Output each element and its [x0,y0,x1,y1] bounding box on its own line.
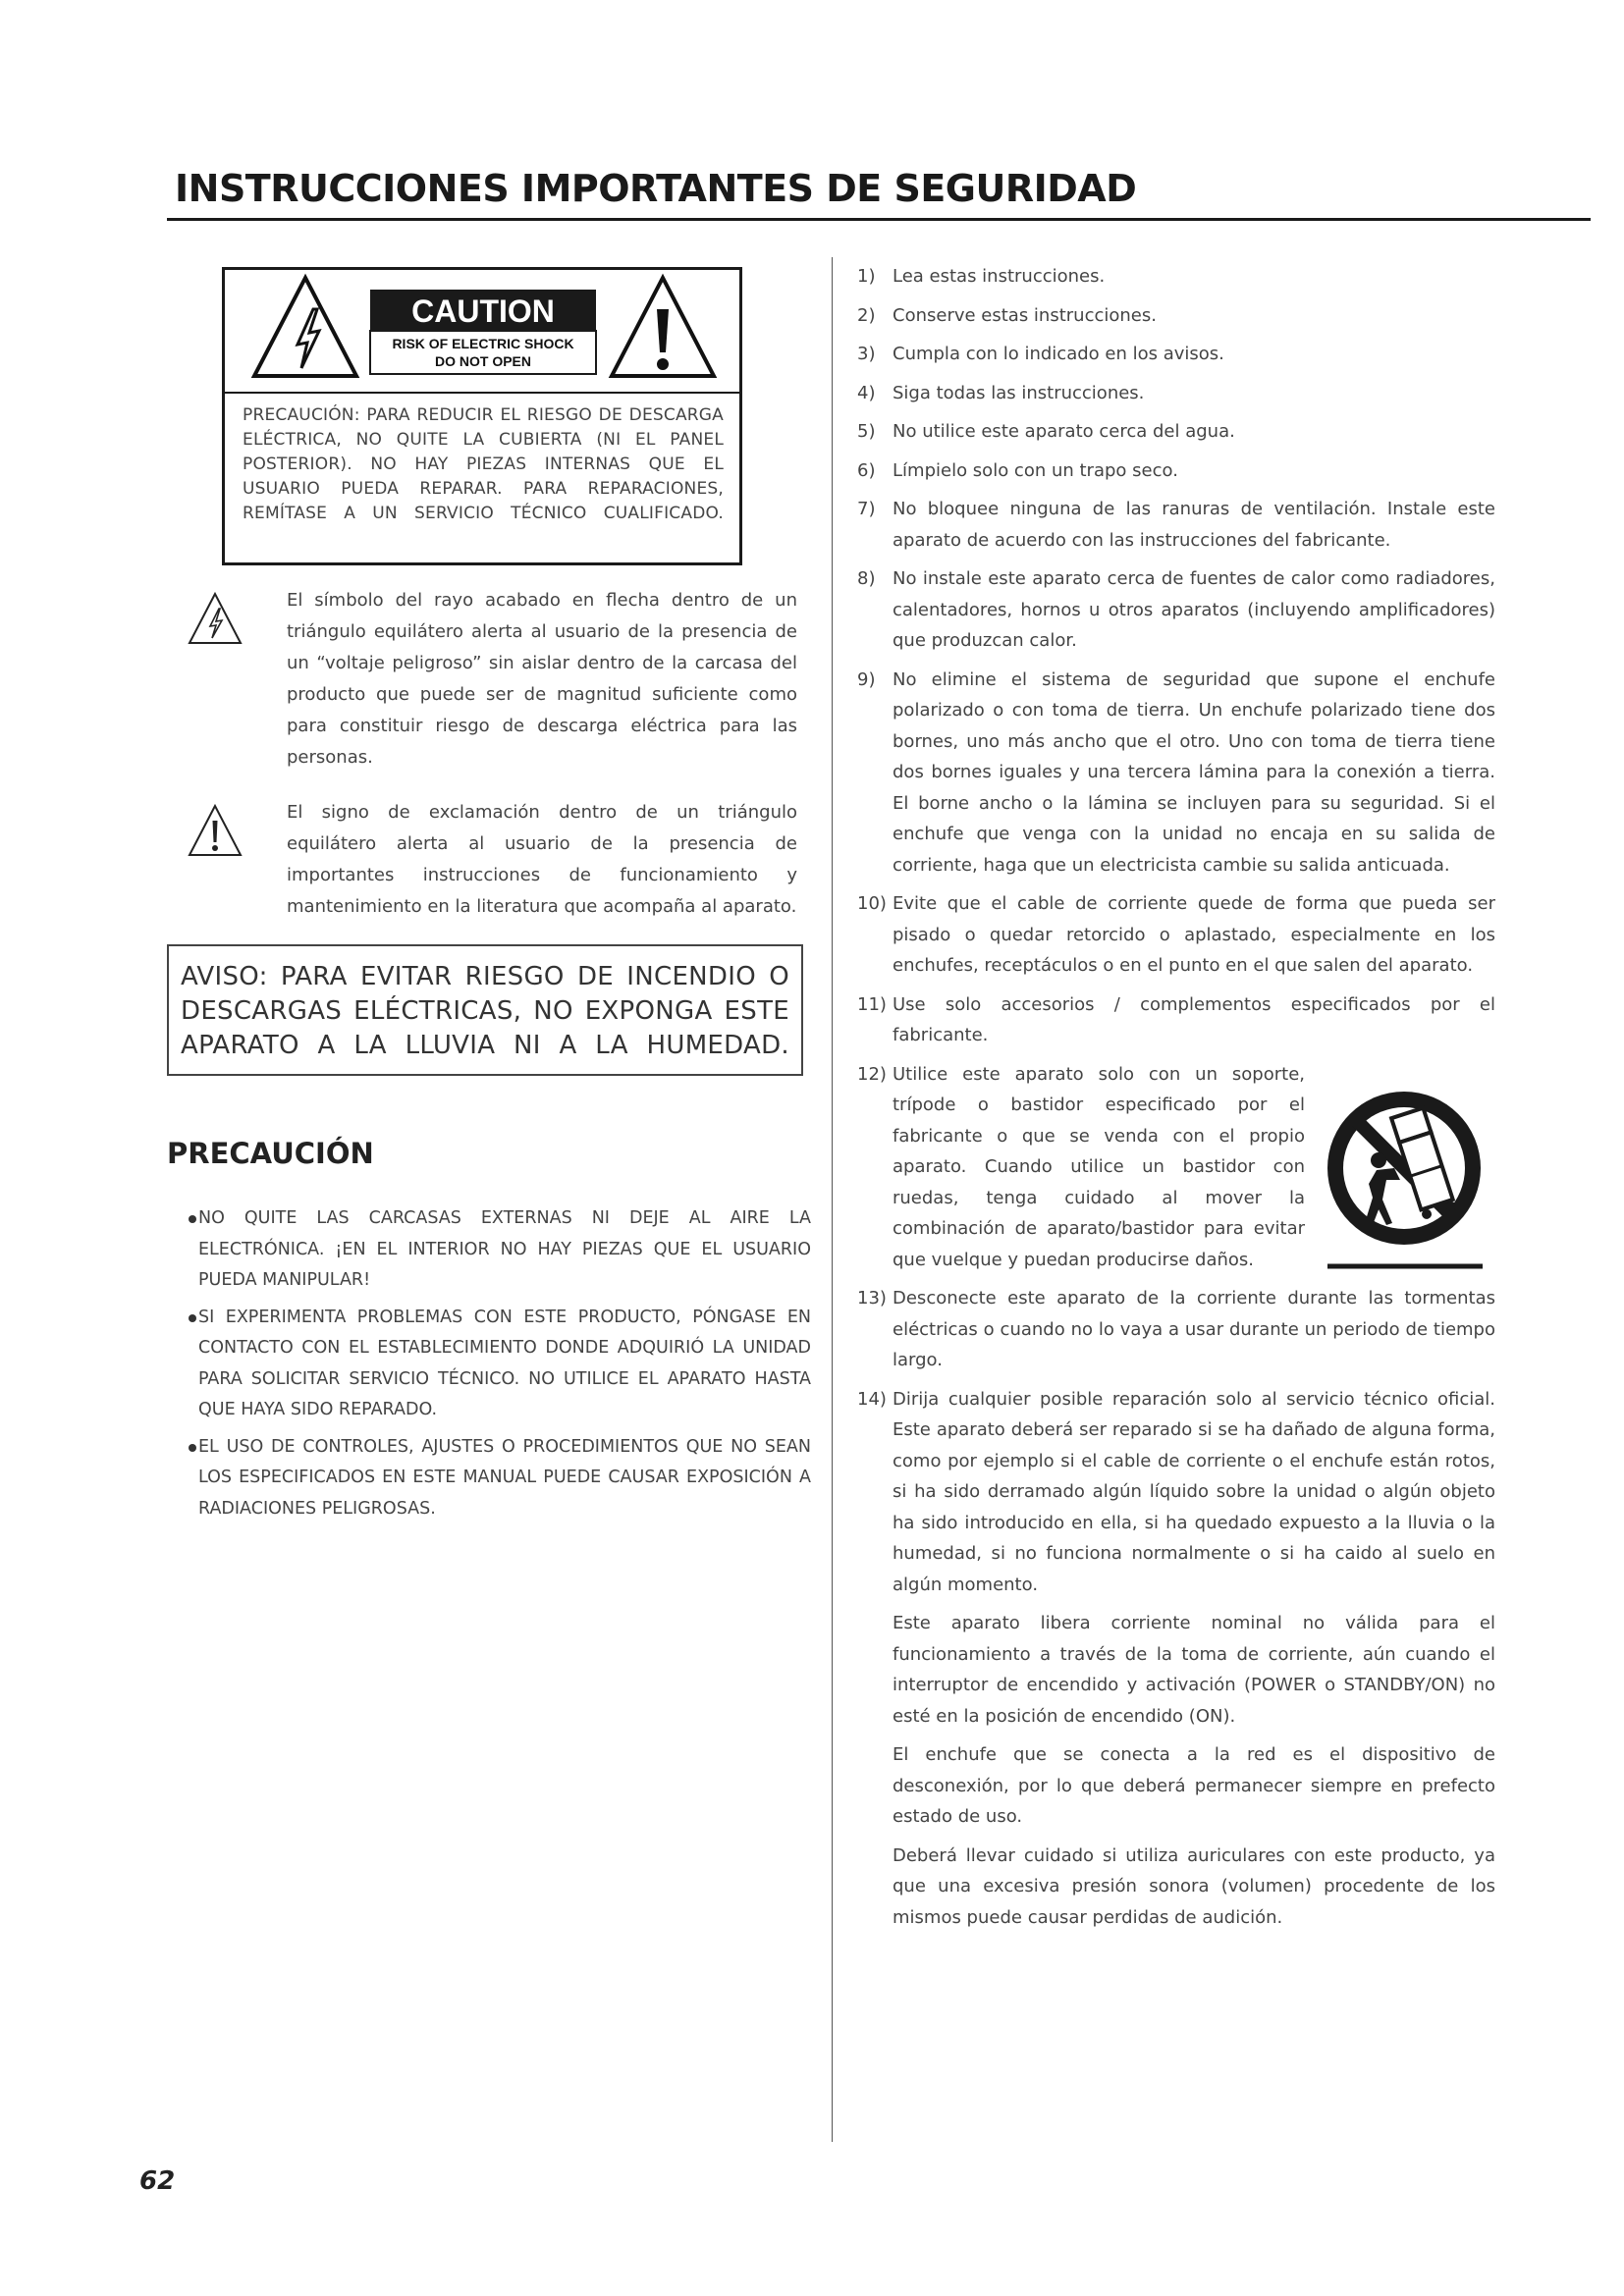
list-item: 3) Cumpla con lo indicado en los avisos. [857,344,1224,364]
caution-label: CAUTION [411,294,555,329]
caution-graphic [225,270,739,388]
lightning-triangle-icon [187,591,244,646]
caution-text: PRECAUCIÓN: PARA REDUCIR EL RIESGO DE DESCARGA ELÉCTRICA, NO QUITE LA CUBIERTA (NI EL PANEL POSTERIOR). NO HAY PIEZAS INTERNAS QUE EL USUARIO PUEDA REPARAR. PARA REPARACIONES, REMÍTASE A UN SERVICIO TÉCNICO CUALIFICADO. [243,405,724,523]
list-item: Este aparato libera corriente nominal no válida para el funcionamiento a través de la toma de corriente, aún cuando el interruptor de encendido y activación (POWER o STANDBY/ON) no esté en la posición de encendido (ON). [893,1613,1495,1727]
exclamation-explanation [187,797,805,934]
list-item: 2) Conserve estas instrucciones. [857,304,1157,326]
exclamation-text: El signo de exclamación dentro de un triángulo equilátero alerta al usuario de la presencia de importantes instrucciones de funcionamiento y mantenimiento en la literatura que acompaña al aparato. [287,802,797,917]
list-item: El enchufe que se conecta a la red es el dispositivo de desconexión, por lo que deberá permanecer siempre en prefecto estado de uso. [893,1744,1495,1827]
caution-box [222,267,742,565]
precaucion-list [189,1203,811,1530]
list-item: 7) No bloquee ninguna de las ranuras de ventilación. Instale este aparato de acuerdo con las instrucciones del fabricante. [857,499,1495,551]
cart-tipover-warning-icon [1318,1078,1490,1272]
lightning-warning-icon [254,278,356,376]
bullet-icon [189,1314,196,1322]
list-item: 12) Utilice este aparato solo con un soporte, trípode o bastidor especificado por el fabricante o que se venda con el propio aparato. Cuando utilice un bastidor con ruedas, tenga cuidado al mover la combinación de aparato/bastidor para evitar que vuelque y puedan producirse daños. [857,1063,1305,1270]
bullet-icon [189,1215,196,1223]
list-item: 14) Dirija cualquier posible reparación solo al servicio técnico oficial. Este aparato deberá ser reparado si se ha dañado de alguna forma, como por ejemplo si el cable de corriente o el enchufe están rotos, si ha sido derramado algún líquido sobre la unidad o algún objeto ha sido introducido en ella, si ha quedado expuesto a la lluvia o la humedad, si no funciona normalmente o si ha caido al suelo en algún momento. [857,1388,1495,1595]
title-underline [167,218,1591,221]
list-item: Deberá llevar cuidado si utiliza auriculares con este producto, ya que una excesiva presión sonora (volumen) procedente de los mismos puede causar perdidas de audición. [893,1844,1495,1928]
precaucion-heading: PRECAUCIÓN [167,1137,374,1170]
exclamation-triangle-icon [187,803,244,858]
aviso-text: AVISO: PARA EVITAR RIESGO DE INCENDIO O DESCARGAS ELÉCTRICAS, NO EXPONGA ESTE APARATO A LA LLUVIA NI A LA HUMEDAD. [181,962,789,1060]
caution-divider [225,392,739,394]
list-item: 6) Límpielo solo con un trapo seco. [857,459,1178,481]
lightning-text: El símbolo del rayo acabado en flecha dentro de un triángulo equilátero alerta al usuario de la presencia de un “voltaje peligroso” sin aislar dentro de la carcasa del producto que puede ser de magnitud suficiente como para constituir riesgo de descarga eléctrica para las personas. [287,590,797,768]
list-item: 10) Evite que el cable de corriente quede de forma que pueda ser pisado o quedar retorcido o aplastado, especialmente en los enchufes, receptáculos o en el punto en el que salen del aparato. [857,893,1495,976]
list-item: 4) Siga todas las instrucciones. [857,382,1145,403]
list-item: 11) Use solo accesorios / complementos especificados por el fabricante. [857,993,1495,1045]
bullet-icon [189,1444,196,1452]
aviso-box [167,944,803,1076]
list-item: 13) Desconecte este aparato de la corriente durante las tormentas eléctricas o cuando no lo vaya a usar durante un periodo de tiempo largo. [857,1288,1495,1370]
page-number: 62 [139,2166,176,2196]
caution-sub2: DO NOT OPEN [434,353,532,369]
list-item: 5) No utilice este aparato cerca del agua. [857,421,1235,442]
list-item: 8) No instale este aparato cerca de fuentes de calor como radiadores, calentadores, hornos u otros aparatos (incluyendo amplificadores) que produzcan calor. [857,568,1495,651]
list-item: EL USO DE CONTROLES, AJUSTES O PROCEDIMIENTOS QUE NO SEAN LOS ESPECIFICADOS EN ESTE MANUAL PUEDE CAUSAR EXPOSICIÓN A RADIACIONES PELIGROSAS. [189,1432,811,1525]
column-divider [832,257,833,2142]
page-title: INSTRUCCIONES IMPORTANTES DE SEGURIDAD [175,167,1137,210]
list-item: 1) Lea estas instrucciones. [857,266,1106,287]
lightning-explanation [187,585,805,781]
caution-sub1: RISK OF ELECTRIC SHOCK [392,336,574,351]
exclamation-warning-icon [612,278,714,376]
list-item: 9) No elimine el sistema de seguridad que supone el enchufe polarizado o con toma de tierra. Un enchufe polarizado tiene dos bornes, uno más ancho que el otro. Uno con toma de tierra tiene dos bornes iguales y una tercera lámina para la conexión a tierra. El borne ancho o la lámina se incluyen para su seguridad. Si el enchufe que venga con la unidad no encaja en su salida de corriente, haga que un electricista cambie su salida anticuada. [857,668,1495,876]
list-item: NO QUITE LAS CARCASAS EXTERNAS NI DEJE AL AIRE LA ELECTRÓNICA. ¡EN EL INTERIOR NO HAY PIEZAS QUE EL USUARIO PUEDA MANIPULAR! [189,1203,811,1297]
list-item: SI EXPERIMENTA PROBLEMAS CON ESTE PRODUCTO, PÓNGASE EN CONTACTO CON EL ESTABLECIMIENTO DONDE ADQUIRIÓ LA UNIDAD PARA SOLICITAR SERVICIO TÉCNICO. NO UTILICE EL APARATO HASTA QUE HAYA SIDO REPARADO. [189,1303,811,1426]
